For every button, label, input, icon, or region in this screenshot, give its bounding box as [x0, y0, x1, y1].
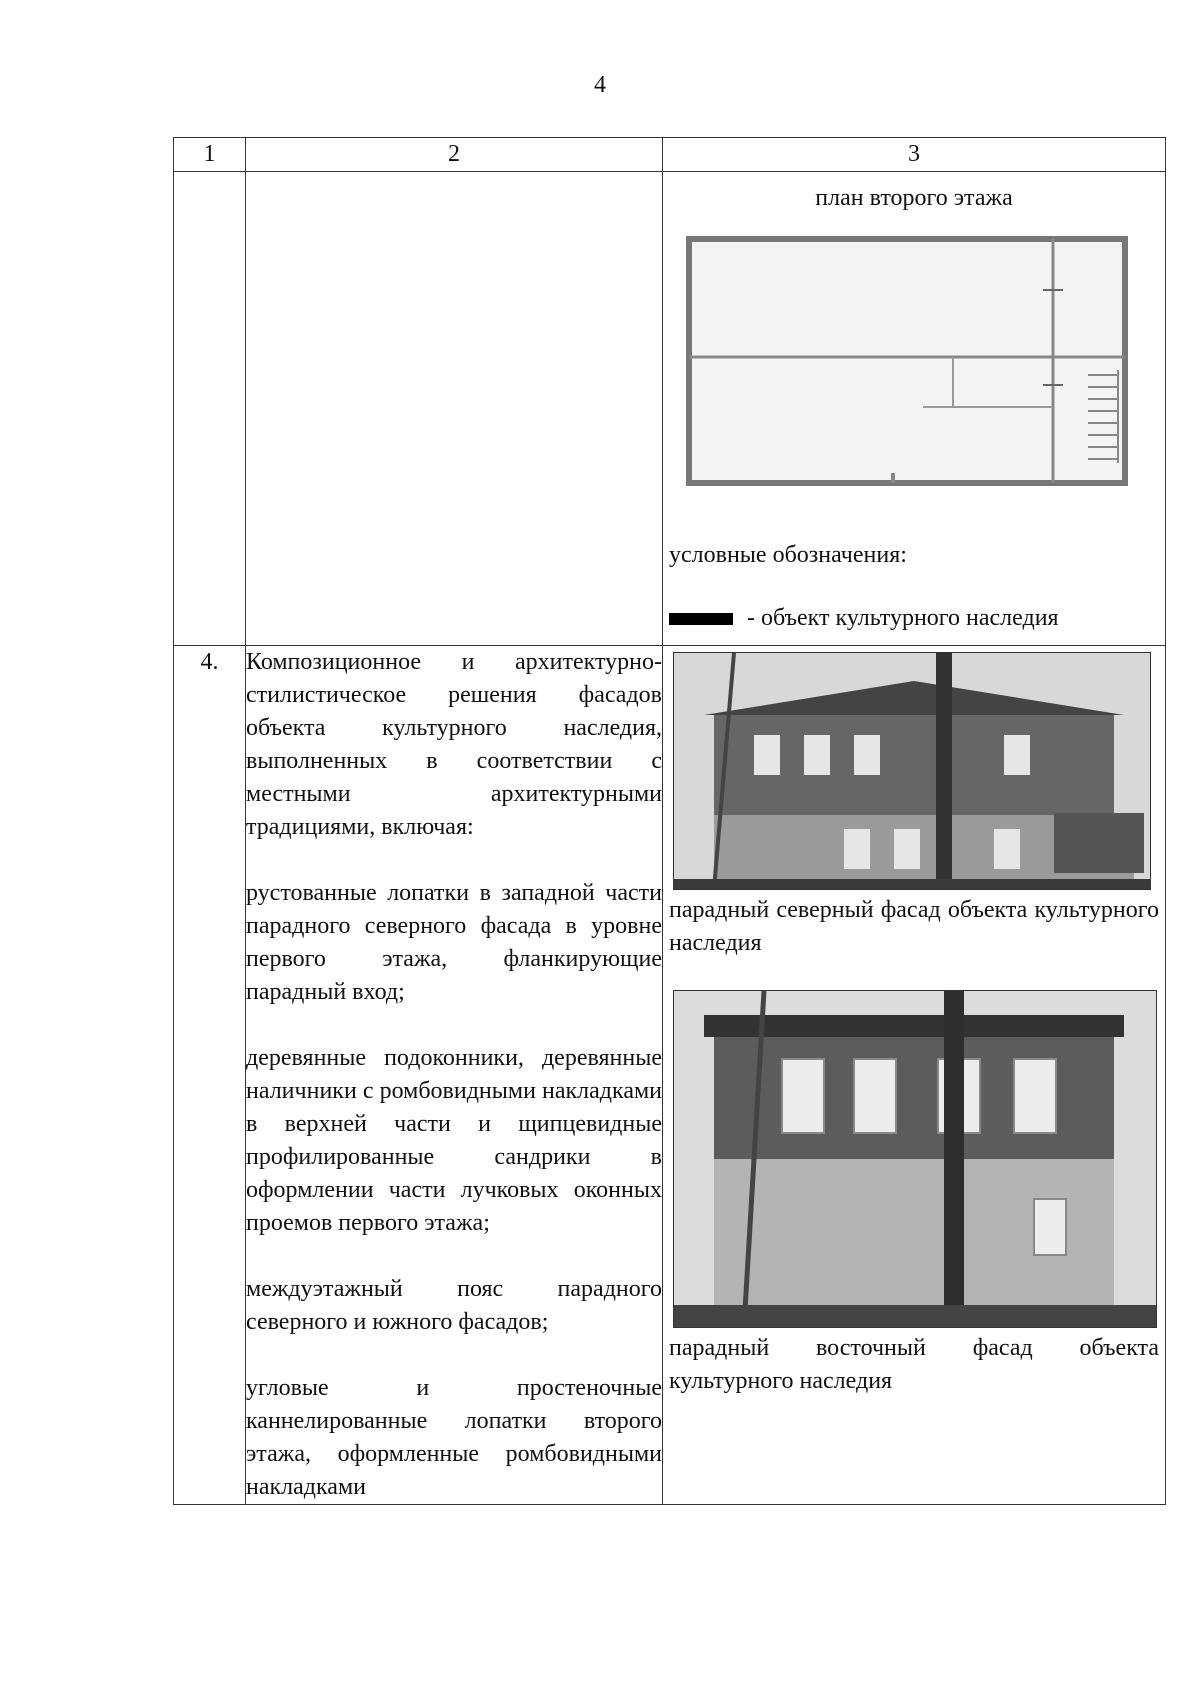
east-facade-photo	[673, 990, 1157, 1328]
plan-row-image-cell	[663, 172, 1166, 646]
table-row-plan	[174, 172, 1166, 646]
description-paragraph-1: Композиционное и архитектурно-стилистическое решения фасадов объекта культурного наследия, выполненных в соответствии с местными архитектурными традициями, включая:	[246, 649, 662, 840]
table-row-4	[174, 646, 1166, 1505]
legend-item-label: - объект культурного наследия	[747, 605, 1059, 631]
plan-row-description-cell	[246, 172, 663, 646]
header-col-2: 2	[246, 138, 663, 172]
heritage-table	[173, 137, 1166, 1505]
east-facade-caption: парадный восточный фасад объекта культурного наследия	[669, 1335, 1159, 1394]
description-paragraph-3: деревянные подоконники, деревянные наличники с ромбовидными накладками в верхней части и щипцевидные профилированные сандрики в оформлении части лучковых оконных проемов первого этажа;	[246, 1045, 662, 1236]
header-col-1: 1	[174, 138, 246, 172]
floor-plan-drawing	[683, 235, 1133, 497]
legend-item	[669, 602, 1165, 635]
row-4-description-cell	[246, 646, 663, 1505]
description-paragraph-5: угловые и простеночные каннелированные лопатки второго этажа, оформленные ромбовидными накладками	[246, 1375, 662, 1500]
north-facade-caption: парадный северный фасад объекта культурного наследия	[669, 897, 1159, 956]
description-paragraph-2: рустованные лопатки в западной части парадного северного фасада в уровне первого этажа, фланкирующие парадный вход;	[246, 880, 662, 1005]
plan-row-number-cell	[174, 172, 246, 646]
header-col-3: 3	[663, 138, 1166, 172]
legend-title: условные обозначения:	[669, 542, 907, 568]
north-facade-photo	[673, 652, 1151, 890]
description-paragraph-4: междуэтажный пояс парадного северного и южного фасадов;	[246, 1276, 662, 1335]
row-number: 4.	[174, 646, 246, 1505]
page-number: 4	[594, 72, 606, 98]
legend-black-line-swatch	[669, 613, 733, 625]
row-4-photo-cell	[663, 646, 1166, 1505]
table-header-row	[174, 138, 1166, 172]
plan-title: план второго этажа	[815, 185, 1013, 211]
